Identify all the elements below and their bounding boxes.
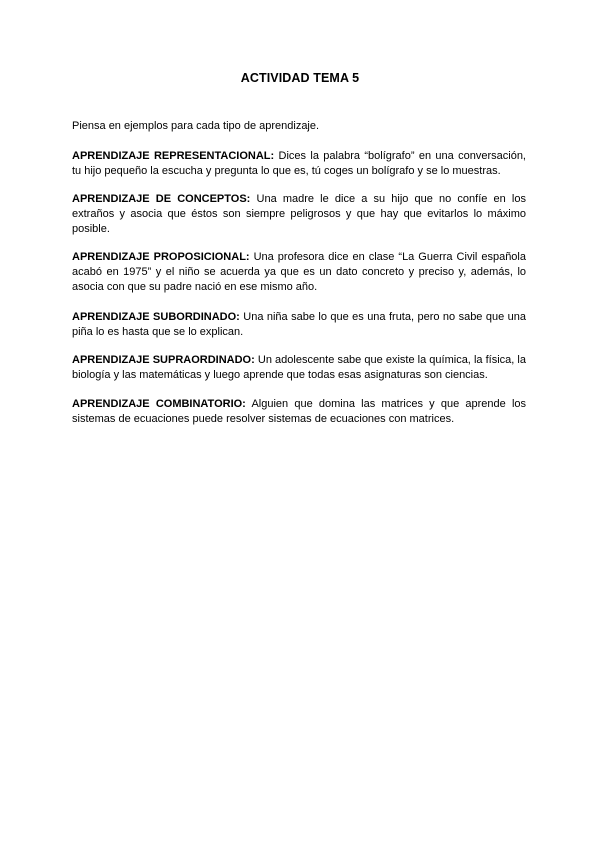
paragraph-proposicional [72,250,526,295]
term-conceptos: APRENDIZAJE DE CONCEPTOS: [72,193,251,205]
text-representacional: Dices la palabra “bolígrafo” en una conversación, tu hijo pequeño la escucha y pregunta lo que es, tú coges un bolígrafo y se lo muestras. [72,150,526,177]
text-conceptos: Una madre le dice a su hijo que no confíe en los extraños y asocia que éstos son siempre peligrosos y que hay que evitarlos lo máximo posible. [72,193,526,235]
text-supraordinado: Un adolescente sabe que existe la química, la física, la biología y las matemáticas y luego aprende que todas esas asignaturas son ciencias. [72,354,526,381]
term-representacional: APRENDIZAJE REPRESENTACIONAL: [72,150,275,162]
term-combinatorio: APRENDIZAJE COMBINATORIO: [72,398,246,410]
text-subordinado: Una niña sabe lo que es una fruta, pero no sabe que una piña lo es hasta que se lo explican. [72,311,526,338]
paragraph-combinatorio [72,397,526,427]
page-title: ACTIVIDAD TEMA 5 [240,71,360,85]
term-subordinado: APRENDIZAJE SUBORDINADO: [72,311,240,323]
intro-text: Piensa en ejemplos para cada tipo de aprendizaje. [72,120,320,132]
paragraph-representacional [72,149,526,179]
text-combinatorio: Alguien que domina las matrices y que aprende los sistemas de ecuaciones puede resolver sistemas de ecuaciones con matrices. [72,398,527,425]
paragraph-supraordinado [72,353,526,383]
term-proposicional: APRENDIZAJE PROPOSICIONAL: [72,251,250,263]
paragraph-subordinado [72,310,526,340]
paragraph-conceptos [72,192,526,237]
text-proposicional: Una profesora dice en clase “La Guerra Civil española acabó en 1975” y el niño se acuerda ya que es un dato concreto y preciso y, además, lo asocia con que su padre nació en ese mismo año. [72,251,526,293]
term-supraordinado: APRENDIZAJE SUPRAORDINADO: [72,354,255,366]
